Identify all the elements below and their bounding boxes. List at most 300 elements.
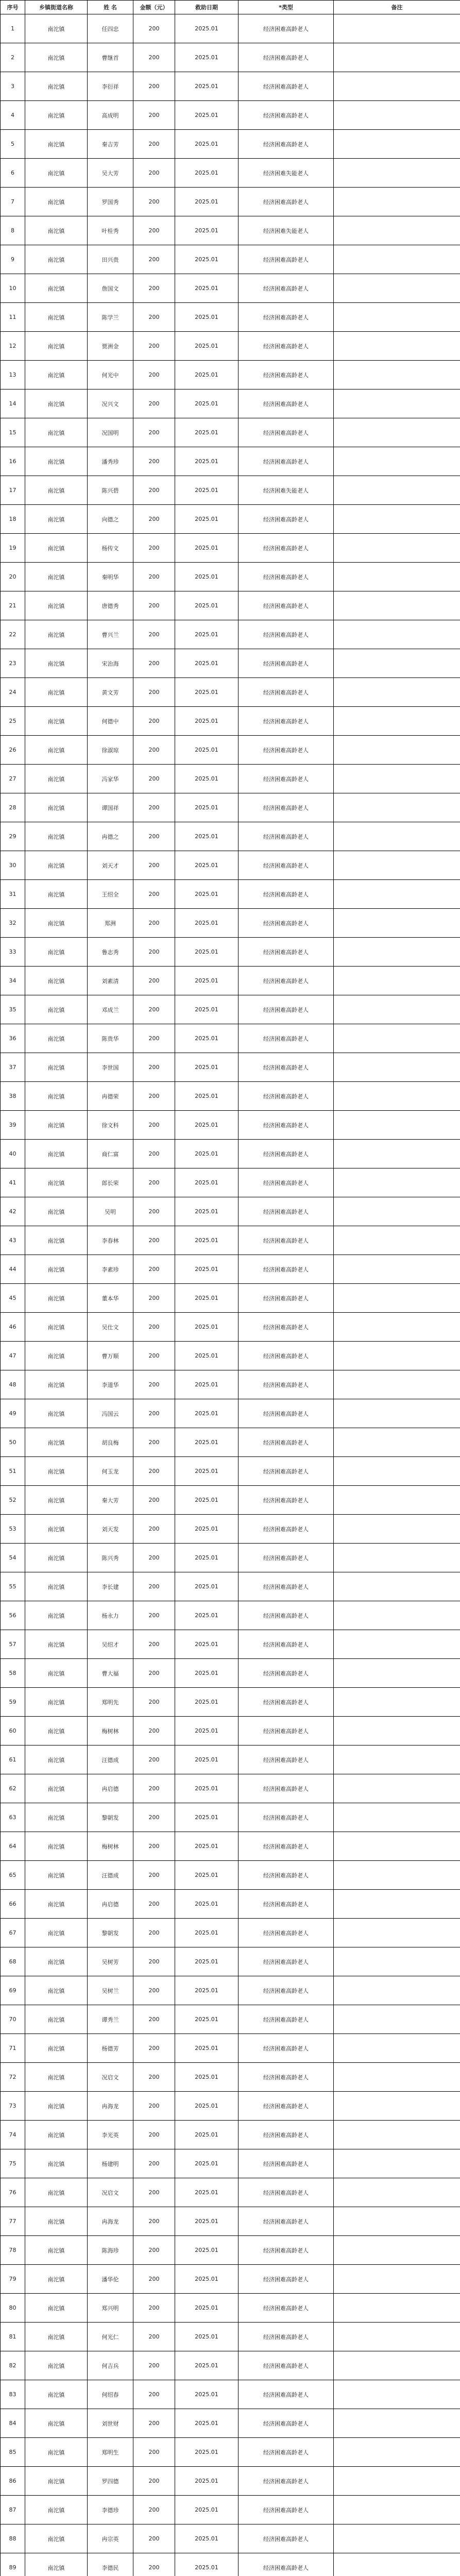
cell-note	[334, 159, 460, 188]
header-amount: 金额（元）	[133, 1, 175, 14]
cell-seq: 5	[1, 130, 25, 159]
cell-date: 2025.01	[175, 1861, 238, 1890]
cell-date: 2025.01	[175, 1342, 238, 1370]
cell-name: 陈海珍	[88, 2236, 133, 2265]
cell-category: 经济困难高龄老人	[238, 1601, 334, 1630]
cell-town: 南沱镇	[25, 1947, 88, 1976]
cell-amount: 200	[133, 1630, 175, 1659]
table-row	[1, 1486, 460, 1515]
cell-amount: 200	[133, 1861, 175, 1890]
cell-name: 秦吉芳	[88, 130, 133, 159]
cell-note	[334, 620, 460, 649]
cell-name: 田兴贵	[88, 245, 133, 274]
cell-amount: 200	[133, 2265, 175, 2294]
table-row	[1, 1226, 460, 1255]
cell-note	[334, 2092, 460, 2121]
cell-name: 谭秀兰	[88, 2005, 133, 2034]
cell-note	[334, 967, 460, 995]
cell-name: 冯家华	[88, 765, 133, 793]
cell-date: 2025.01	[175, 1688, 238, 1717]
cell-note	[334, 1947, 460, 1976]
cell-name: 鲁志秀	[88, 938, 133, 967]
cell-category: 经济困难高龄老人	[238, 1745, 334, 1774]
cell-date: 2025.01	[175, 736, 238, 765]
cell-note	[334, 1082, 460, 1111]
cell-amount: 200	[133, 476, 175, 505]
table-row	[1, 765, 460, 793]
cell-amount: 200	[133, 1688, 175, 1717]
cell-amount: 200	[133, 332, 175, 361]
cell-town: 南沱镇	[25, 563, 88, 591]
table-row	[1, 822, 460, 851]
cell-date: 2025.01	[175, 620, 238, 649]
cell-amount: 200	[133, 2467, 175, 2496]
cell-town: 南沱镇	[25, 995, 88, 1024]
cell-category: 经济困难高龄老人	[238, 1890, 334, 1919]
cell-date: 2025.01	[175, 2005, 238, 2034]
cell-name: 冉德之	[88, 822, 133, 851]
cell-amount: 200	[133, 909, 175, 938]
cell-date: 2025.01	[175, 563, 238, 591]
cell-town: 南沱镇	[25, 707, 88, 736]
cell-note	[334, 793, 460, 822]
table-row	[1, 1630, 460, 1659]
table-row	[1, 130, 460, 159]
cell-name: 吴树兰	[88, 1976, 133, 2005]
cell-town: 南沱镇	[25, 418, 88, 447]
cell-name: 何吉兵	[88, 2351, 133, 2380]
cell-note	[334, 1544, 460, 1572]
cell-amount: 200	[133, 967, 175, 995]
cell-date: 2025.01	[175, 909, 238, 938]
cell-date: 2025.01	[175, 1803, 238, 1832]
cell-seq: 50	[1, 1428, 25, 1457]
cell-date: 2025.01	[175, 1428, 238, 1457]
cell-amount: 200	[133, 822, 175, 851]
cell-category: 经济困难高龄老人	[238, 1197, 334, 1226]
cell-amount: 200	[133, 1053, 175, 1082]
cell-category: 经济困难高龄老人	[238, 2553, 334, 2576]
cell-town: 南沱镇	[25, 2380, 88, 2409]
table-row	[1, 1544, 460, 1572]
table-row	[1, 1111, 460, 1140]
cell-name: 李道华	[88, 1370, 133, 1399]
cell-category: 经济困难高龄老人	[238, 1428, 334, 1457]
cell-date: 2025.01	[175, 476, 238, 505]
cell-seq: 3	[1, 72, 25, 101]
cell-category: 经济困难高龄老人	[238, 447, 334, 476]
cell-amount: 200	[133, 1544, 175, 1572]
cell-seq: 72	[1, 2063, 25, 2092]
cell-seq: 63	[1, 1803, 25, 1832]
cell-town: 南沱镇	[25, 2005, 88, 2034]
table-row	[1, 2553, 460, 2576]
cell-category: 经济困难高龄老人	[238, 361, 334, 389]
cell-note	[334, 2034, 460, 2063]
cell-category: 经济困难高龄老人	[238, 303, 334, 332]
cell-date: 2025.01	[175, 2524, 238, 2553]
cell-seq: 32	[1, 909, 25, 938]
cell-note	[334, 274, 460, 303]
cell-date: 2025.01	[175, 2323, 238, 2351]
table-row	[1, 159, 460, 188]
cell-seq: 35	[1, 995, 25, 1024]
cell-amount: 200	[133, 880, 175, 909]
table-row	[1, 274, 460, 303]
cell-category: 经济困难高龄老人	[238, 649, 334, 678]
table-row	[1, 707, 460, 736]
cell-amount: 200	[133, 1111, 175, 1140]
cell-note	[334, 765, 460, 793]
cell-town: 南沱镇	[25, 101, 88, 130]
cell-seq: 70	[1, 2005, 25, 2034]
table-row	[1, 2380, 460, 2409]
cell-note	[334, 1515, 460, 1544]
cell-category: 经济困难高龄老人	[238, 1803, 334, 1832]
cell-amount: 200	[133, 274, 175, 303]
cell-category: 经济困难高龄老人	[238, 1111, 334, 1140]
cell-name: 李春林	[88, 1226, 133, 1255]
cell-town: 南沱镇	[25, 1515, 88, 1544]
cell-category: 经济困难高龄老人	[238, 2409, 334, 2438]
cell-amount: 200	[133, 707, 175, 736]
cell-amount: 200	[133, 245, 175, 274]
cell-amount: 200	[133, 534, 175, 563]
cell-amount: 200	[133, 2178, 175, 2207]
cell-date: 2025.01	[175, 418, 238, 447]
table-row	[1, 14, 460, 43]
cell-note	[334, 1399, 460, 1428]
cell-amount: 200	[133, 620, 175, 649]
header-town: 乡镇街道名称	[25, 1, 88, 14]
cell-amount: 200	[133, 591, 175, 620]
cell-category: 经济困难高龄老人	[238, 2496, 334, 2524]
cell-date: 2025.01	[175, 2265, 238, 2294]
cell-date: 2025.01	[175, 1947, 238, 1976]
cell-note	[334, 707, 460, 736]
cell-note	[334, 909, 460, 938]
cell-date: 2025.01	[175, 765, 238, 793]
cell-category: 经济困难高龄老人	[238, 332, 334, 361]
cell-seq: 87	[1, 2496, 25, 2524]
cell-town: 南沱镇	[25, 1024, 88, 1053]
cell-note	[334, 1572, 460, 1601]
cell-date: 2025.01	[175, 1226, 238, 1255]
cell-amount: 200	[133, 563, 175, 591]
cell-town: 南沱镇	[25, 1111, 88, 1140]
cell-town: 南沱镇	[25, 2438, 88, 2467]
cell-date: 2025.01	[175, 2092, 238, 2121]
cell-town: 南沱镇	[25, 1342, 88, 1370]
cell-note	[334, 188, 460, 216]
cell-category: 经济困难高龄老人	[238, 2063, 334, 2092]
cell-category: 经济困难高龄老人	[238, 1226, 334, 1255]
cell-name: 李德珍	[88, 2496, 133, 2524]
cell-seq: 77	[1, 2207, 25, 2236]
cell-category: 经济困难失能老人	[238, 476, 334, 505]
cell-seq: 34	[1, 967, 25, 995]
cell-amount: 200	[133, 1774, 175, 1803]
cell-town: 南沱镇	[25, 1486, 88, 1515]
cell-date: 2025.01	[175, 1659, 238, 1688]
cell-date: 2025.01	[175, 361, 238, 389]
cell-date: 2025.01	[175, 159, 238, 188]
table-row	[1, 188, 460, 216]
cell-name: 况兴文	[88, 389, 133, 418]
cell-name: 冉启德	[88, 1890, 133, 1919]
cell-note	[334, 1832, 460, 1861]
cell-note	[334, 2438, 460, 2467]
cell-name: 罗国秀	[88, 188, 133, 216]
cell-date: 2025.01	[175, 880, 238, 909]
cell-seq: 71	[1, 2034, 25, 2063]
cell-note	[334, 1024, 460, 1053]
cell-name: 吴明	[88, 1197, 133, 1226]
cell-town: 南沱镇	[25, 389, 88, 418]
cell-date: 2025.01	[175, 130, 238, 159]
cell-town: 南沱镇	[25, 909, 88, 938]
cell-category: 经济困难高龄老人	[238, 274, 334, 303]
cell-date: 2025.01	[175, 678, 238, 707]
cell-note	[334, 1428, 460, 1457]
table-row	[1, 2323, 460, 2351]
cell-note	[334, 2178, 460, 2207]
cell-town: 南沱镇	[25, 591, 88, 620]
cell-seq: 6	[1, 159, 25, 188]
cell-town: 南沱镇	[25, 1370, 88, 1399]
cell-name: 李光英	[88, 2121, 133, 2149]
cell-category: 经济困难高龄老人	[238, 1832, 334, 1861]
table-row	[1, 736, 460, 765]
cell-date: 2025.01	[175, 1313, 238, 1342]
cell-note	[334, 2149, 460, 2178]
cell-date: 2025.01	[175, 2121, 238, 2149]
cell-amount: 200	[133, 2409, 175, 2438]
cell-amount: 200	[133, 447, 175, 476]
cell-note	[334, 2380, 460, 2409]
cell-amount: 200	[133, 14, 175, 43]
cell-town: 南沱镇	[25, 1919, 88, 1947]
cell-town: 南沱镇	[25, 822, 88, 851]
table-row	[1, 505, 460, 534]
cell-name: 曹兴兰	[88, 620, 133, 649]
cell-name: 陈贵华	[88, 1024, 133, 1053]
table-row	[1, 793, 460, 822]
cell-date: 2025.01	[175, 534, 238, 563]
cell-note	[334, 1774, 460, 1803]
header-category: *类型	[238, 1, 334, 14]
cell-town: 南沱镇	[25, 476, 88, 505]
cell-amount: 200	[133, 1313, 175, 1342]
cell-category: 经济困难高龄老人	[238, 1168, 334, 1197]
cell-town: 南沱镇	[25, 1976, 88, 2005]
cell-seq: 76	[1, 2178, 25, 2207]
cell-note	[334, 2236, 460, 2265]
cell-category: 经济困难高龄老人	[238, 2351, 334, 2380]
table-row	[1, 1428, 460, 1457]
cell-seq: 55	[1, 1572, 25, 1601]
cell-town: 南沱镇	[25, 2121, 88, 2149]
cell-amount: 200	[133, 1457, 175, 1486]
cell-seq: 48	[1, 1370, 25, 1399]
cell-note	[334, 1890, 460, 1919]
cell-date: 2025.01	[175, 274, 238, 303]
cell-town: 南沱镇	[25, 1890, 88, 1919]
table-row	[1, 1774, 460, 1803]
table-row	[1, 534, 460, 563]
cell-seq: 12	[1, 332, 25, 361]
cell-date: 2025.01	[175, 1082, 238, 1111]
cell-name: 汪德成	[88, 1745, 133, 1774]
cell-town: 南沱镇	[25, 274, 88, 303]
cell-date: 2025.01	[175, 1024, 238, 1053]
cell-amount: 200	[133, 2380, 175, 2409]
cell-name: 王绍全	[88, 880, 133, 909]
cell-date: 2025.01	[175, 216, 238, 245]
header-row	[1, 1, 460, 14]
cell-category: 经济困难高龄老人	[238, 418, 334, 447]
cell-town: 南沱镇	[25, 1399, 88, 1428]
cell-category: 经济困难高龄老人	[238, 995, 334, 1024]
cell-date: 2025.01	[175, 995, 238, 1024]
cell-category: 经济困难高龄老人	[238, 1399, 334, 1428]
cell-seq: 88	[1, 2524, 25, 2553]
cell-town: 南沱镇	[25, 649, 88, 678]
cell-note	[334, 2121, 460, 2149]
cell-town: 南沱镇	[25, 736, 88, 765]
cell-town: 南沱镇	[25, 1544, 88, 1572]
cell-town: 南沱镇	[25, 1688, 88, 1717]
cell-seq: 67	[1, 1919, 25, 1947]
cell-amount: 200	[133, 1803, 175, 1832]
cell-note	[334, 505, 460, 534]
cell-note	[334, 2496, 460, 2524]
cell-amount: 200	[133, 1486, 175, 1515]
cell-category: 经济困难高龄老人	[238, 2438, 334, 2467]
cell-category: 经济困难高龄老人	[238, 2149, 334, 2178]
cell-note	[334, 534, 460, 563]
cell-date: 2025.01	[175, 2553, 238, 2576]
cell-town: 南沱镇	[25, 1601, 88, 1630]
cell-date: 2025.01	[175, 332, 238, 361]
cell-note	[334, 1168, 460, 1197]
cell-name: 黎朝发	[88, 1803, 133, 1832]
cell-category: 经济困难高龄老人	[238, 1659, 334, 1688]
cell-category: 经济困难高龄老人	[238, 2524, 334, 2553]
cell-amount: 200	[133, 1370, 175, 1399]
cell-town: 南沱镇	[25, 2149, 88, 2178]
cell-seq: 10	[1, 274, 25, 303]
cell-date: 2025.01	[175, 1832, 238, 1861]
cell-name: 曹大福	[88, 1659, 133, 1688]
cell-name: 吴树芳	[88, 1947, 133, 1976]
cell-amount: 200	[133, 1832, 175, 1861]
cell-category: 经济困难高龄老人	[238, 880, 334, 909]
cell-seq: 44	[1, 1255, 25, 1284]
cell-name: 陈兴碧	[88, 476, 133, 505]
cell-amount: 200	[133, 2034, 175, 2063]
cell-name: 秦大芳	[88, 1486, 133, 1515]
cell-note	[334, 1370, 460, 1399]
table-row	[1, 2294, 460, 2323]
cell-town: 南沱镇	[25, 1428, 88, 1457]
cell-amount: 200	[133, 159, 175, 188]
cell-amount: 200	[133, 736, 175, 765]
cell-amount: 200	[133, 1255, 175, 1284]
cell-town: 南沱镇	[25, 2092, 88, 2121]
cell-note	[334, 1688, 460, 1717]
table-row	[1, 1053, 460, 1082]
cell-name: 刘天才	[88, 851, 133, 880]
cell-amount: 200	[133, 1601, 175, 1630]
cell-town: 南沱镇	[25, 534, 88, 563]
cell-seq: 51	[1, 1457, 25, 1486]
cell-note	[334, 2063, 460, 2092]
cell-town: 南沱镇	[25, 1572, 88, 1601]
table-row	[1, 1515, 460, 1544]
cell-name: 陈学兰	[88, 303, 133, 332]
cell-note	[334, 880, 460, 909]
cell-name: 陈兴秀	[88, 1544, 133, 1572]
cell-seq: 53	[1, 1515, 25, 1544]
cell-category: 经济困难高龄老人	[238, 1024, 334, 1053]
cell-date: 2025.01	[175, 2380, 238, 2409]
cell-seq: 58	[1, 1659, 25, 1688]
cell-category: 经济困难高龄老人	[238, 1688, 334, 1717]
table-row	[1, 245, 460, 274]
cell-amount: 200	[133, 1659, 175, 1688]
cell-category: 经济困难高龄老人	[238, 2034, 334, 2063]
table-row	[1, 1717, 460, 1745]
table-row	[1, 2351, 460, 2380]
cell-category: 经济困难高龄老人	[238, 563, 334, 591]
cell-date: 2025.01	[175, 1370, 238, 1399]
cell-seq: 64	[1, 1832, 25, 1861]
cell-category: 经济困难高龄老人	[238, 620, 334, 649]
cell-seq: 17	[1, 476, 25, 505]
table-row	[1, 1168, 460, 1197]
cell-town: 南沱镇	[25, 447, 88, 476]
cell-category: 经济困难高龄老人	[238, 1313, 334, 1342]
cell-category: 经济困难高龄老人	[238, 793, 334, 822]
cell-category: 经济困难高龄老人	[238, 1284, 334, 1313]
table-row	[1, 1370, 460, 1399]
cell-seq: 43	[1, 1226, 25, 1255]
cell-note	[334, 822, 460, 851]
cell-category: 经济困难高龄老人	[238, 1486, 334, 1515]
cell-date: 2025.01	[175, 1630, 238, 1659]
cell-note	[334, 2553, 460, 2576]
cell-seq: 25	[1, 707, 25, 736]
cell-name: 李德民	[88, 2553, 133, 2576]
cell-note	[334, 649, 460, 678]
cell-town: 南沱镇	[25, 1861, 88, 1890]
cell-seq: 45	[1, 1284, 25, 1313]
cell-amount: 200	[133, 1140, 175, 1168]
cell-date: 2025.01	[175, 2034, 238, 2063]
cell-name: 潘华伦	[88, 2265, 133, 2294]
cell-note	[334, 72, 460, 101]
cell-amount: 200	[133, 101, 175, 130]
cell-name: 曹继首	[88, 43, 133, 72]
cell-note	[334, 2207, 460, 2236]
cell-category: 经济困难高龄老人	[238, 2467, 334, 2496]
cell-amount: 200	[133, 2553, 175, 2576]
cell-seq: 57	[1, 1630, 25, 1659]
table-row	[1, 678, 460, 707]
cell-amount: 200	[133, 43, 175, 72]
cell-amount: 200	[133, 303, 175, 332]
